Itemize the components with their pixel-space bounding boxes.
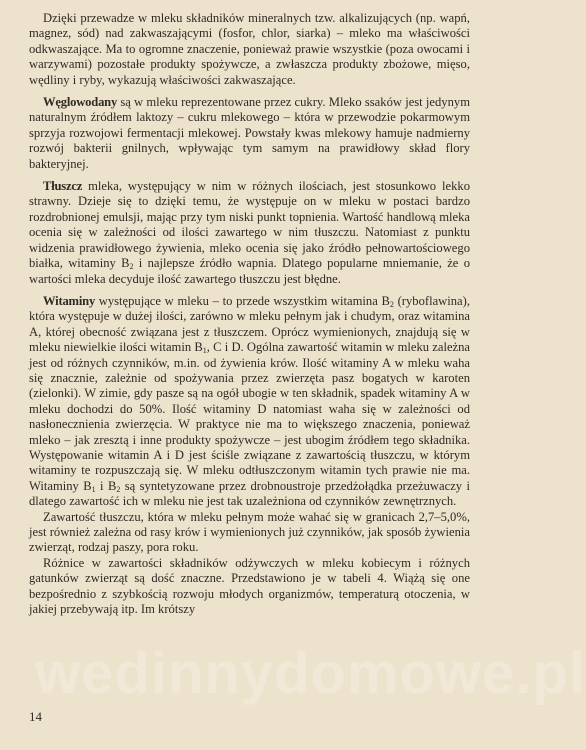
- paragraph: [29, 294, 470, 510]
- subscript: 2: [389, 299, 394, 309]
- subscript: 2: [116, 484, 121, 494]
- page-number: 14: [29, 709, 42, 724]
- paragraph-lead-term: Witaminy: [43, 293, 96, 308]
- subscript: 1: [202, 346, 207, 356]
- subscript: 1: [91, 484, 96, 494]
- paragraph: [29, 11, 470, 88]
- paragraph: [29, 556, 470, 618]
- paragraph: [29, 95, 470, 172]
- text-run: i najlepsze źródło wapnia. Dlatego popularne mniemanie, że o wartości mleka decyduje ilość zawartego tłuszczu jest błędne.: [29, 256, 470, 286]
- text-run: są syntetyzowane przez drobnoustroje przedżołądka przeżuwaczy i dlatego zawartość ich w mleku nie jest tak uzależniona od czynników zewnętrznych.: [29, 478, 470, 509]
- page-text: [29, 11, 470, 617]
- text-run: są w mleku reprezentowane przez cukry. Mleko ssaków jest jedynym naturalnym źródłem laktozy – cukru mlekowego – która w przewodzie pokarmowym sprzyja rozwojowi fermentacji mlekowej. Powstały kwas mlekowy hamuje nadmierny rozwój bakterii gnilnych, wpływając tym samym na prawidłowy skład flory bakteryjnej.: [29, 95, 470, 171]
- paragraph: [29, 179, 470, 287]
- watermark: wedinnydomowe.pl: [35, 641, 586, 706]
- text-run: Różnice w zawartości składników odżywczych w mleku kobiecym i różnych gatunków zwierząt są dość znaczne. Przedstawiono je w tabeli 4. Wiążą się one bezpośrednio z szybkością rozwoju młodych organizmów, temperaturą otoczenia, w jakiej przebywają itp. Im krótszy: [29, 555, 470, 617]
- text-run: i B: [95, 478, 117, 493]
- text-run: występujące w mleku – to przede wszystkim witamina B: [95, 293, 390, 308]
- text-run: (ryboflawina), która występuje w dużej ilości, zarówno w mleku pełnym jak i chudym, oraz witamina A, której obecność związana jest z tłuszczem. Oprócz wymienionych, znajdują się w mleku niewielkie ilości witamin B: [29, 293, 470, 355]
- text-run: mleka, występujący w nim w różnych ilościach, jest stosunkowo lekko strawny. Dzieje się to dzięki temu, że występuje on w mleku w postaci bardzo rozdrobnionej emulsji, mając przy tym niski punkt topnienia. Wartość handlową mleka ocenia się w zależności od ilości zawartego w nim tłuszczu. Natomiast z punktu widzenia prawidłowego żywienia, mleko ocenia się jako źródło pełnowartościowego białka, witaminy B: [29, 179, 470, 271]
- text-run: Zawartość tłuszczu, która w mleku pełnym może wahać się w granicach 2,7–5,0%, jest również zależna od rasy krów i wymienionych już czynników, jak sposób żywienia zwierząt, rodzaj paszy, pora roku.: [29, 509, 470, 555]
- subscript: 2: [129, 262, 134, 272]
- paragraph-lead-term: Tłuszcz: [43, 179, 83, 194]
- text-run: , C i D. Ogólna zawartość witamin w mleku zależna jest od różnych czynników, m.in. od żywienia krów. Ilość witaminy A w mleku waha się znacznie, zależnie od spożywania przez zwierzęta pasz bogatych w karoten (zielonki). W zimie, gdy pasze są na ogół ubogie w ten składnik, spadek witaminy A w mleku dochodzi do 50%. Ilość witaminy D natomiast waha się w zależności od nasłonecznienia zwierzęcia. W praktyce nie ma to większego znaczenia, ponieważ mleko – jak zresztą i inne produkty spożywcze – jest ubogim źródłem tego składnika. Występowanie witamin A i D jest ściśle związane z zawartością tłuszczu, w którym witaminy te rozpuszczają się. W mleku odtłuszczonym witamin tych prawie nie ma. Witaminy B: [29, 340, 471, 493]
- text-run: Dzięki przewadze w mleku składników mineralnych tzw. alkalizujących (np. wapń, magnez, sód) nad zakwaszającymi (fosfor, chlor, siarka) – mleko ma właściwości odkwaszające. Ma to ogromne znaczenie, ponieważ prawie wszystkie (poza owocami i warzywami) pozostałe produkty spożywcze, a zwłaszcza produkty zbożowe, mięso, wędliny i ryby, wykazują właściwości zakwaszające.: [29, 11, 470, 87]
- paragraph: [29, 510, 470, 556]
- paragraph-lead-term: Węglowodany: [43, 95, 118, 110]
